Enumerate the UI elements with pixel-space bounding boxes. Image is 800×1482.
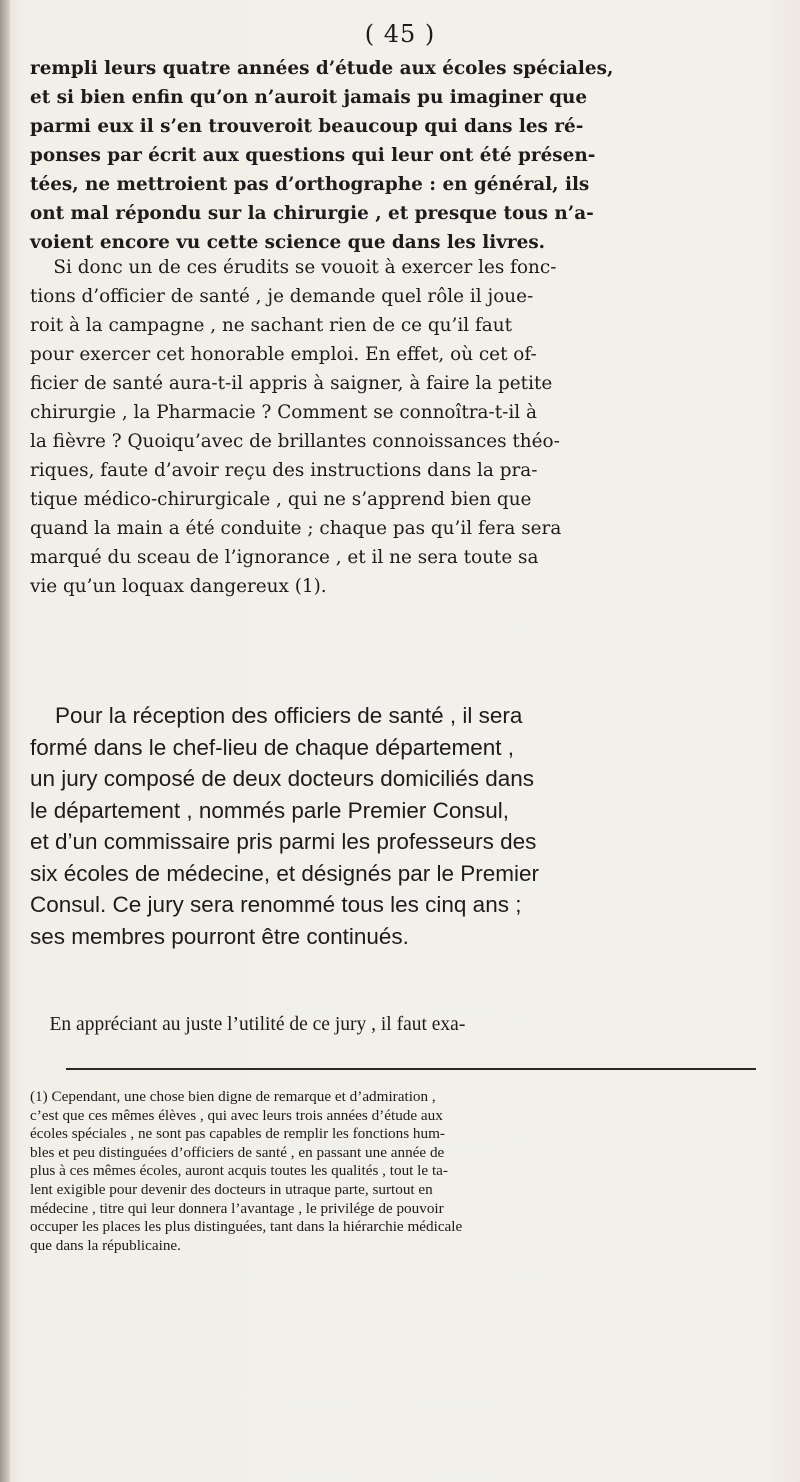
footnote [30,1088,765,1255]
paragraph-2: Si donc un de ces érudits se vouoit à exercer les fonc- tions d’officier de santé , je demande quel rôle il joue- roit à la campagne , ne sachant rien de ce qu’il faut pour exercer cet honorable emploi. En effet, où cet of- ficier de santé aura-t-il appris à saigner, à faire la petite chirurgie , la Pharmacie ? Comment se connoîtra-t-il à la fièvre ? Quoiqu’avec de brillantes connoissances théo- riques, faute d’avoir reçu des instructions dans la pra- tique médico-chirurgicale , qui ne s’apprend bien que quand la main a été conduite ; chaque pas qu’il fera sera marqué du sceau de l’ignorance , et il ne sera toute sa vie qu’un loquax dangereux (1). [30,257,562,597]
footnote-text: Cependant, une chose bien digne de remarque et d’admiration , c’est que ces mêmes élèves , qui avec leurs trois années d’étude aux écoles spéciales , ne sont pas capables de remplir les fonctions hum- bles et peu distinguées d’officiers de santé , en passant une année de plus à ces mêmes écoles, auront acquis toutes les qualités , tout le ta- lent exigible pour devenir des docteurs in utraque parte, surtout en médecine , titre qui leur donnera l’avantage , le privilége de pouvoir occuper les places les plus distinguées, tant dans la hiérarchie médicale que dans la républicaine. [30,1088,463,1254]
paragraph-4: En appréciant au juste l’utilité de ce jury , il faut exa- [30,1014,466,1035]
footnote-divider [66,1068,756,1070]
page-binding-edge [0,0,10,1482]
page-number: ( 45 ) [364,20,436,48]
footnote-marker: (1) [30,1088,48,1105]
paragraph-3-large-type: Pour la réception des officiers de santé , il sera formé dans le chef-lieu de chaque département , un jury composé de deux docteurs domiciliés dans le département , nommés parle Premier Consul, et d’un commissaire pris parmi les professeurs des six écoles de médecine, et désignés par le Premier Consul. Ce jury sera renommé tous les cinq ans ; ses membres pourront être continués. [30,703,540,949]
paragraph-1: rempli leurs quatre années d’étude aux écoles spéciales, et si bien enfin qu’on n’auroit jamais pu imaginer que parmi eux il s’en trouveroit beaucoup qui dans les ré- ponses par écrit aux questions qui leur ont été présen- tées, ne mettroient pas d’orthographe : en général, ils ont mal répondu sur la chirurgie , et presque tous n’a- voient encore vu cette science que dans les livres. [30,58,614,253]
